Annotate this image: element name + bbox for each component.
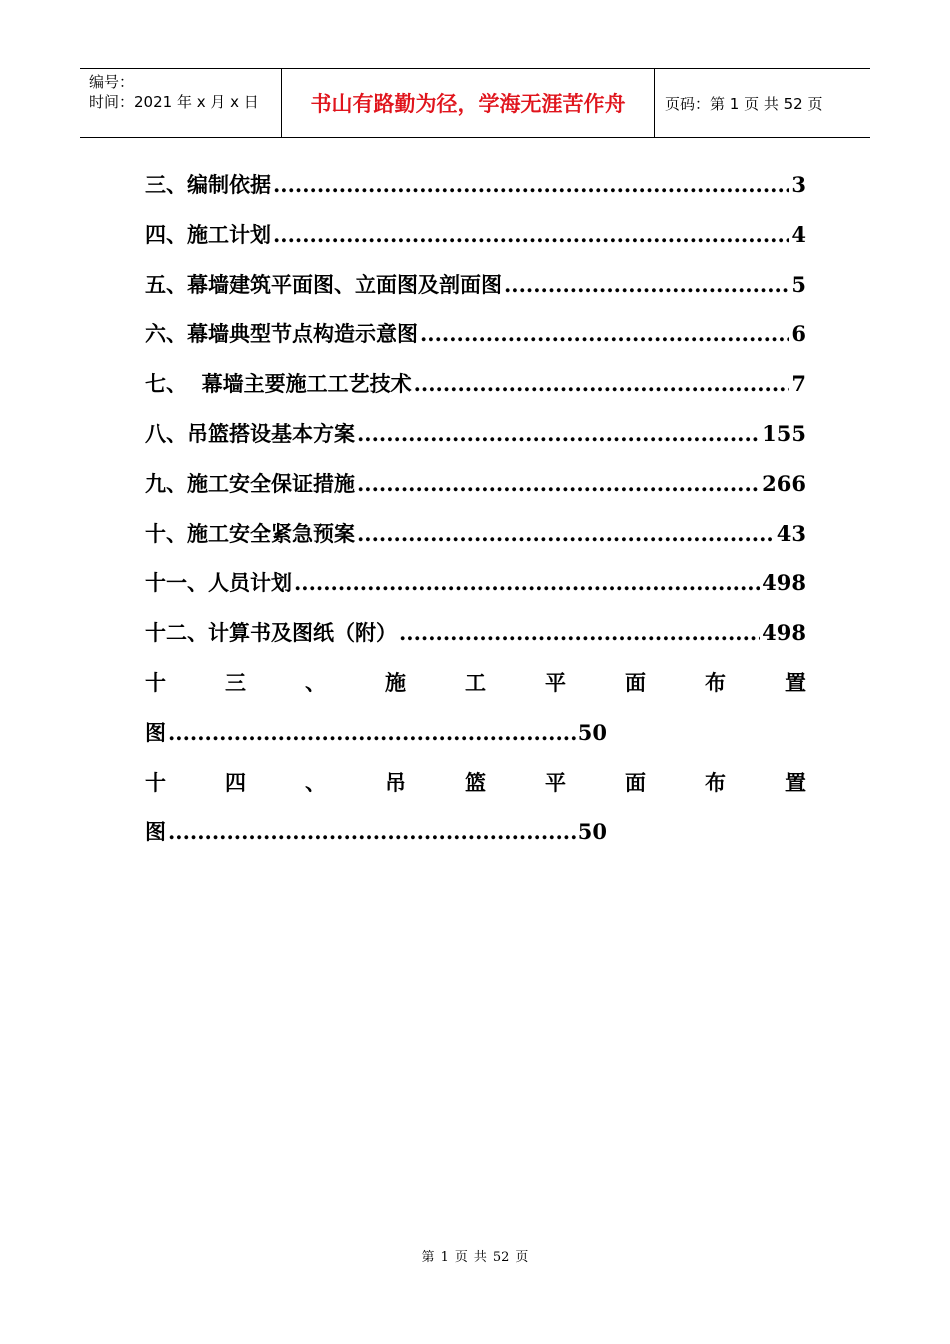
toc-char: 十 bbox=[145, 669, 166, 695]
toc-entry-title: 三、编制依据 bbox=[145, 172, 271, 197]
toc-leader-dots bbox=[294, 558, 760, 608]
toc-entry bbox=[145, 260, 806, 310]
toc-entry-page: 50 bbox=[577, 819, 607, 845]
toc-entry-page: 498 bbox=[762, 570, 806, 596]
toc-entry-page: 155 bbox=[762, 420, 806, 446]
toc-entry-title: 五、幕墙建筑平面图、立面图及剖面图 bbox=[145, 271, 502, 297]
toc-entry-title: 四、施工计划 bbox=[145, 221, 271, 247]
toc-char: 面 bbox=[625, 769, 646, 795]
toc-entry bbox=[145, 409, 806, 459]
toc-char: 吊 bbox=[385, 769, 406, 795]
toc-entry bbox=[145, 160, 806, 210]
toc-leader-dots bbox=[420, 309, 789, 359]
header-page-info: 页码：第 1 页 共 52 页 bbox=[665, 94, 823, 113]
toc-char: 、 bbox=[305, 769, 326, 795]
toc-leader-dots bbox=[399, 608, 760, 658]
toc-char: 置 bbox=[785, 769, 806, 795]
toc-entry-page: 3 bbox=[791, 172, 806, 197]
toc-char: 面 bbox=[625, 669, 646, 695]
toc-entry-title: 八、吊篮搭设基本方案 bbox=[145, 420, 355, 446]
toc-char: 布 bbox=[705, 669, 726, 695]
footer-page-number: 1 bbox=[440, 1250, 449, 1265]
toc-leader-dots bbox=[504, 260, 789, 310]
toc-entry-page: 266 bbox=[762, 470, 806, 496]
toc-char: 布 bbox=[705, 769, 726, 795]
toc-entry-page: 43 bbox=[776, 520, 806, 546]
toc-entry-continuation bbox=[145, 708, 607, 758]
toc-entry-spread bbox=[145, 658, 806, 708]
page-header bbox=[80, 68, 870, 138]
toc-entry-title: 九、施工安全保证措施 bbox=[145, 470, 355, 496]
toc-entry bbox=[145, 459, 806, 509]
toc-entry-page: 50 bbox=[577, 719, 607, 745]
toc-leader-dots bbox=[357, 509, 775, 559]
toc-leader-dots bbox=[168, 807, 576, 857]
toc-char: 、 bbox=[305, 669, 326, 695]
toc-entry bbox=[145, 210, 806, 260]
toc-entry-page: 498 bbox=[762, 620, 806, 646]
footer-page-suffix: 页 bbox=[454, 1250, 468, 1265]
toc-entry bbox=[145, 608, 806, 658]
toc-char: 平 bbox=[545, 669, 566, 695]
toc-leader-dots bbox=[357, 409, 760, 459]
toc-entry bbox=[145, 509, 806, 559]
toc-entry-title: 图 bbox=[145, 819, 166, 845]
footer-total-number: 52 bbox=[492, 1250, 510, 1265]
footer-total-suffix: 页 bbox=[515, 1250, 529, 1265]
toc-entry-title: 七、 幕墙主要施工工艺技术 bbox=[145, 371, 412, 397]
footer-prefix: 第 bbox=[421, 1250, 435, 1265]
toc-leader-dots bbox=[273, 210, 789, 260]
toc-entry-spread bbox=[145, 758, 806, 808]
toc-entry-page: 5 bbox=[791, 271, 806, 297]
toc-char: 置 bbox=[785, 669, 806, 695]
footer-total-label: 共 bbox=[473, 1250, 487, 1265]
toc-entry-title: 十、施工安全紧急预案 bbox=[145, 520, 355, 546]
toc-leader-dots bbox=[273, 160, 789, 210]
time-label: 时间：2021 年 x 月 x 日 bbox=[89, 93, 259, 111]
header-motto: 书山有路勤为径，学海无涯苦作舟 bbox=[282, 69, 655, 137]
page-footer bbox=[0, 1246, 950, 1265]
toc-char: 工 bbox=[465, 669, 486, 695]
header-meta bbox=[80, 69, 282, 137]
toc-entry-title: 十一、人员计划 bbox=[145, 570, 292, 596]
toc-char: 平 bbox=[545, 769, 566, 795]
toc-entry-title: 六、幕墙典型节点构造示意图 bbox=[145, 321, 418, 347]
toc-entry bbox=[145, 359, 806, 409]
toc-entry-title: 十二、计算书及图纸（附） bbox=[145, 620, 397, 646]
toc-leader-dots bbox=[168, 708, 576, 758]
toc-leader-dots bbox=[414, 359, 790, 409]
toc-char: 十 bbox=[145, 769, 166, 795]
toc-entry-page: 7 bbox=[791, 371, 806, 397]
toc-char: 篮 bbox=[465, 769, 486, 795]
number-label: 编号： bbox=[89, 73, 135, 91]
toc-entry-page: 4 bbox=[791, 221, 806, 247]
table-of-contents bbox=[145, 160, 806, 857]
toc-entry-continuation bbox=[145, 807, 607, 857]
toc-leader-dots bbox=[357, 459, 760, 509]
toc-entry bbox=[145, 309, 806, 359]
toc-entry bbox=[145, 558, 806, 608]
toc-char: 施 bbox=[385, 669, 406, 695]
toc-char: 三 bbox=[225, 669, 246, 695]
toc-entry-title: 图 bbox=[145, 719, 166, 745]
toc-char: 四 bbox=[225, 769, 246, 795]
toc-entry-page: 6 bbox=[791, 321, 806, 347]
